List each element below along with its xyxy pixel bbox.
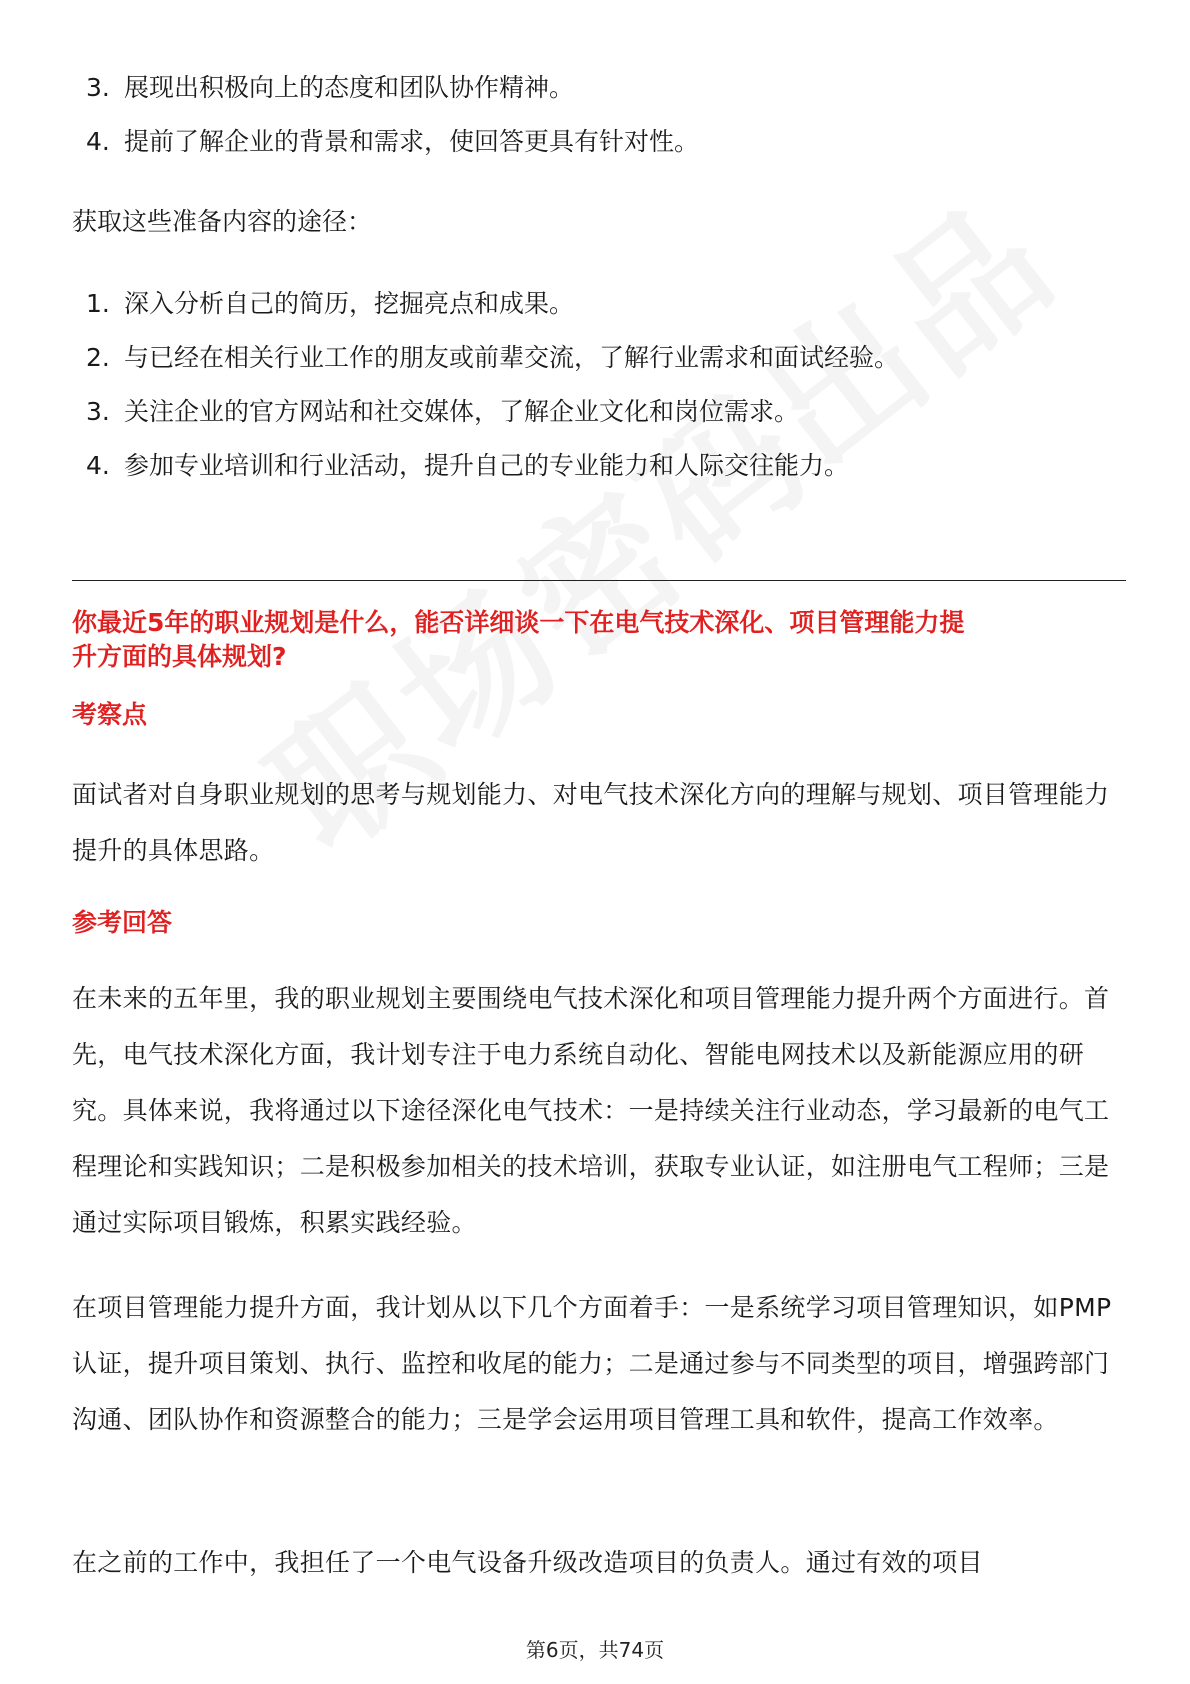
list-text: 提前了解企业的背景和需求，使回答更具有针对性。	[124, 127, 700, 156]
answer-label: 参考回答	[72, 908, 173, 937]
question-line-2: 升方面的具体规划?	[72, 642, 287, 671]
list-number: 4.	[86, 451, 110, 480]
list-number: 4.	[86, 127, 110, 156]
list-item	[86, 287, 574, 321]
page-number: 第6页，共74页	[525, 1638, 665, 1662]
list-item	[86, 449, 849, 483]
answer-paragraph-2: 在项目管理能力提升方面，我计划从以下几个方面着手：一是系统学习项目管理知识，如PMP认证，提升项目策划、执行、监控和收尾的能力；二是通过参与不同类型的项目，增强跨部门沟通、团队协作和资源整合的能力；三是学会运用项目管理工具和软件，提高工作效率。	[72, 1293, 1112, 1434]
list-number: 1.	[86, 289, 110, 318]
ways-heading: 获取这些准备内容的途径：	[72, 207, 373, 236]
list-item	[86, 341, 899, 375]
list-item	[86, 395, 799, 429]
list-text: 关注企业的官方网站和社交媒体，了解企业文化和岗位需求。	[124, 397, 800, 426]
assessment-label: 考察点	[72, 700, 148, 729]
list-number: 3.	[86, 73, 110, 102]
list-text: 参加专业培训和行业活动，提升自己的专业能力和人际交往能力。	[124, 451, 850, 480]
answer-paragraph-3: 在之前的工作中，我担任了一个电气设备升级改造项目的负责人。通过有效的项目	[72, 1548, 983, 1577]
list-item	[86, 71, 574, 105]
list-number: 3.	[86, 397, 110, 426]
list-item	[86, 125, 699, 159]
list-text: 展现出积极向上的态度和团队协作精神。	[124, 73, 575, 102]
question-line-1: 你最近5年的职业规划是什么，能否详细谈一下在电气技术深化、项目管理能力提	[72, 608, 965, 637]
list-text: 与已经在相关行业工作的朋友或前辈交流，了解行业需求和面试经验。	[124, 343, 900, 372]
section-divider	[72, 580, 1126, 581]
answer-paragraph-1: 在未来的五年里，我的职业规划主要围绕电气技术深化和项目管理能力提升两个方面进行。首先，电气技术深化方面，我计划专注于电力系统自动化、智能电网技术以及新能源应用的研究。具体来说，我将通过以下途径深化电气技术：一是持续关注行业动态，学习最新的电气工程理论和实践知识；二是积极参加相关的技术培训，获取专业认证，如注册电气工程师；三是通过实际项目锻炼，积累实践经验。	[72, 984, 1110, 1237]
list-text: 深入分析自己的简历，挖掘亮点和成果。	[124, 289, 575, 318]
assessment-text: 面试者对自身职业规划的思考与规划能力、对电气技术深化方向的理解与规划、项目管理能力提升的具体思路。	[72, 780, 1110, 865]
list-number: 2.	[86, 343, 110, 372]
